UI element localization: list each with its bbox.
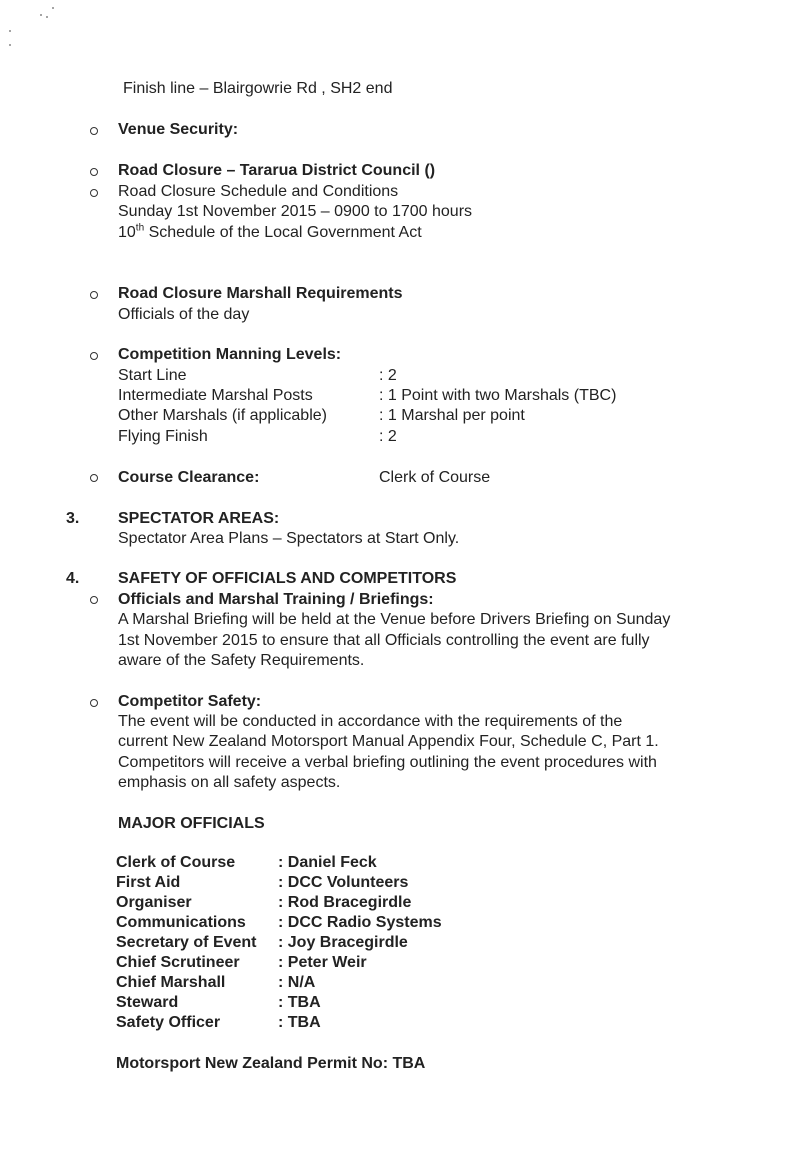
section-4-title: SAFETY OF OFFICIALS AND COMPETITORS — [118, 570, 457, 587]
finish-line-text: Finish line – Blairgowrie Rd , SH2 end — [123, 80, 393, 97]
official-name: : Rod Bracegirdle — [278, 894, 412, 911]
bullet-icon — [90, 189, 98, 197]
manning-row-label: Intermediate Marshal Posts — [118, 387, 313, 404]
official-role: Organiser — [116, 894, 192, 911]
official-role: First Aid — [116, 874, 181, 891]
training-line: A Marshal Briefing will be held at the Venue before Drivers Briefing on Sunday — [118, 611, 671, 628]
manning-row-value: : 1 Point with two Marshals (TBC) — [379, 387, 617, 404]
official-role: Steward — [116, 994, 179, 1011]
manning-row-label: Flying Finish — [118, 428, 208, 445]
manning-row-label: Other Marshals (if applicable) — [118, 407, 327, 424]
official-name: : Daniel Feck — [278, 854, 377, 871]
course-clearance-value: Clerk of Course — [379, 469, 491, 486]
bullet-icon — [90, 352, 98, 360]
scan-speck — [52, 7, 54, 9]
competitor-safety-line: The event will be conducted in accordance with the requirements of the — [118, 713, 623, 730]
scan-speck — [9, 44, 11, 46]
scan-speck — [40, 14, 42, 16]
bullet-icon — [90, 127, 98, 135]
permit-number: Motorsport New Zealand Permit No: TBA — [116, 1055, 426, 1072]
major-officials-heading: MAJOR OFFICIALS — [118, 815, 265, 832]
scan-speck — [9, 30, 11, 32]
official-role: Clerk of Course — [116, 854, 236, 871]
training-heading: Officials and Marshal Training / Briefings: — [118, 591, 434, 608]
act-superscript: th — [135, 222, 145, 234]
official-role: Safety Officer — [116, 1014, 221, 1031]
venue-security-heading: Venue Security: — [118, 121, 239, 138]
manning-row-label: Start Line — [118, 367, 187, 384]
competitor-safety-line: emphasis on all safety aspects. — [118, 774, 341, 791]
course-clearance-label: Course Clearance: — [118, 469, 260, 486]
marshall-requirements-text: Officials of the day — [118, 306, 250, 323]
competitor-safety-line: Competitors will receive a verbal briefing outlining the event procedures with — [118, 754, 657, 771]
official-name: : Joy Bracegirdle — [278, 934, 408, 951]
official-name: : DCC Radio Systems — [278, 914, 442, 931]
section-4-number: 4. — [66, 570, 80, 587]
bullet-icon — [90, 291, 98, 299]
official-name: : DCC Volunteers — [278, 874, 409, 891]
marshall-requirements-heading: Road Closure Marshall Requirements — [118, 285, 403, 302]
manning-row-value: : 2 — [379, 367, 397, 384]
scan-speck — [46, 16, 48, 18]
road-closure-schedule-title: Road Closure Schedule and Conditions — [118, 183, 399, 200]
official-name: : TBA — [278, 994, 321, 1011]
training-line: aware of the Safety Requirements. — [118, 652, 365, 669]
bullet-icon — [90, 699, 98, 707]
official-role: Secretary of Event — [116, 934, 257, 951]
manning-row-value: : 1 Marshal per point — [379, 407, 525, 424]
road-closure-act-line — [118, 223, 422, 243]
act-prefix: 10 — [118, 224, 136, 241]
manning-levels-heading: Competition Manning Levels: — [118, 346, 342, 363]
official-name: : N/A — [278, 974, 316, 991]
section-3-title: SPECTATOR AREAS: — [118, 510, 280, 527]
bullet-icon — [90, 596, 98, 604]
road-closure-date-line: Sunday 1st November 2015 – 0900 to 1700 hours — [118, 203, 473, 220]
section-3-number: 3. — [66, 510, 80, 527]
official-name: : TBA — [278, 1014, 321, 1031]
competitor-safety-heading: Competitor Safety: — [118, 693, 262, 710]
official-name: : Peter Weir — [278, 954, 367, 971]
act-suffix: Schedule of the Local Government Act — [144, 224, 422, 241]
official-role: Chief Scrutineer — [116, 954, 240, 971]
training-line: 1st November 2015 to ensure that all Officials controlling the event are fully — [118, 632, 650, 649]
bullet-icon — [90, 474, 98, 482]
road-closure-heading: Road Closure – Tararua District Council () — [118, 162, 436, 179]
bullet-icon — [90, 168, 98, 176]
manning-row-value: : 2 — [379, 428, 397, 445]
competitor-safety-line: current New Zealand Motorsport Manual Appendix Four, Schedule C, Part 1. — [118, 733, 659, 750]
official-role: Communications — [116, 914, 246, 931]
official-role: Chief Marshall — [116, 974, 226, 991]
section-3-text: Spectator Area Plans – Spectators at Start Only. — [118, 530, 460, 547]
